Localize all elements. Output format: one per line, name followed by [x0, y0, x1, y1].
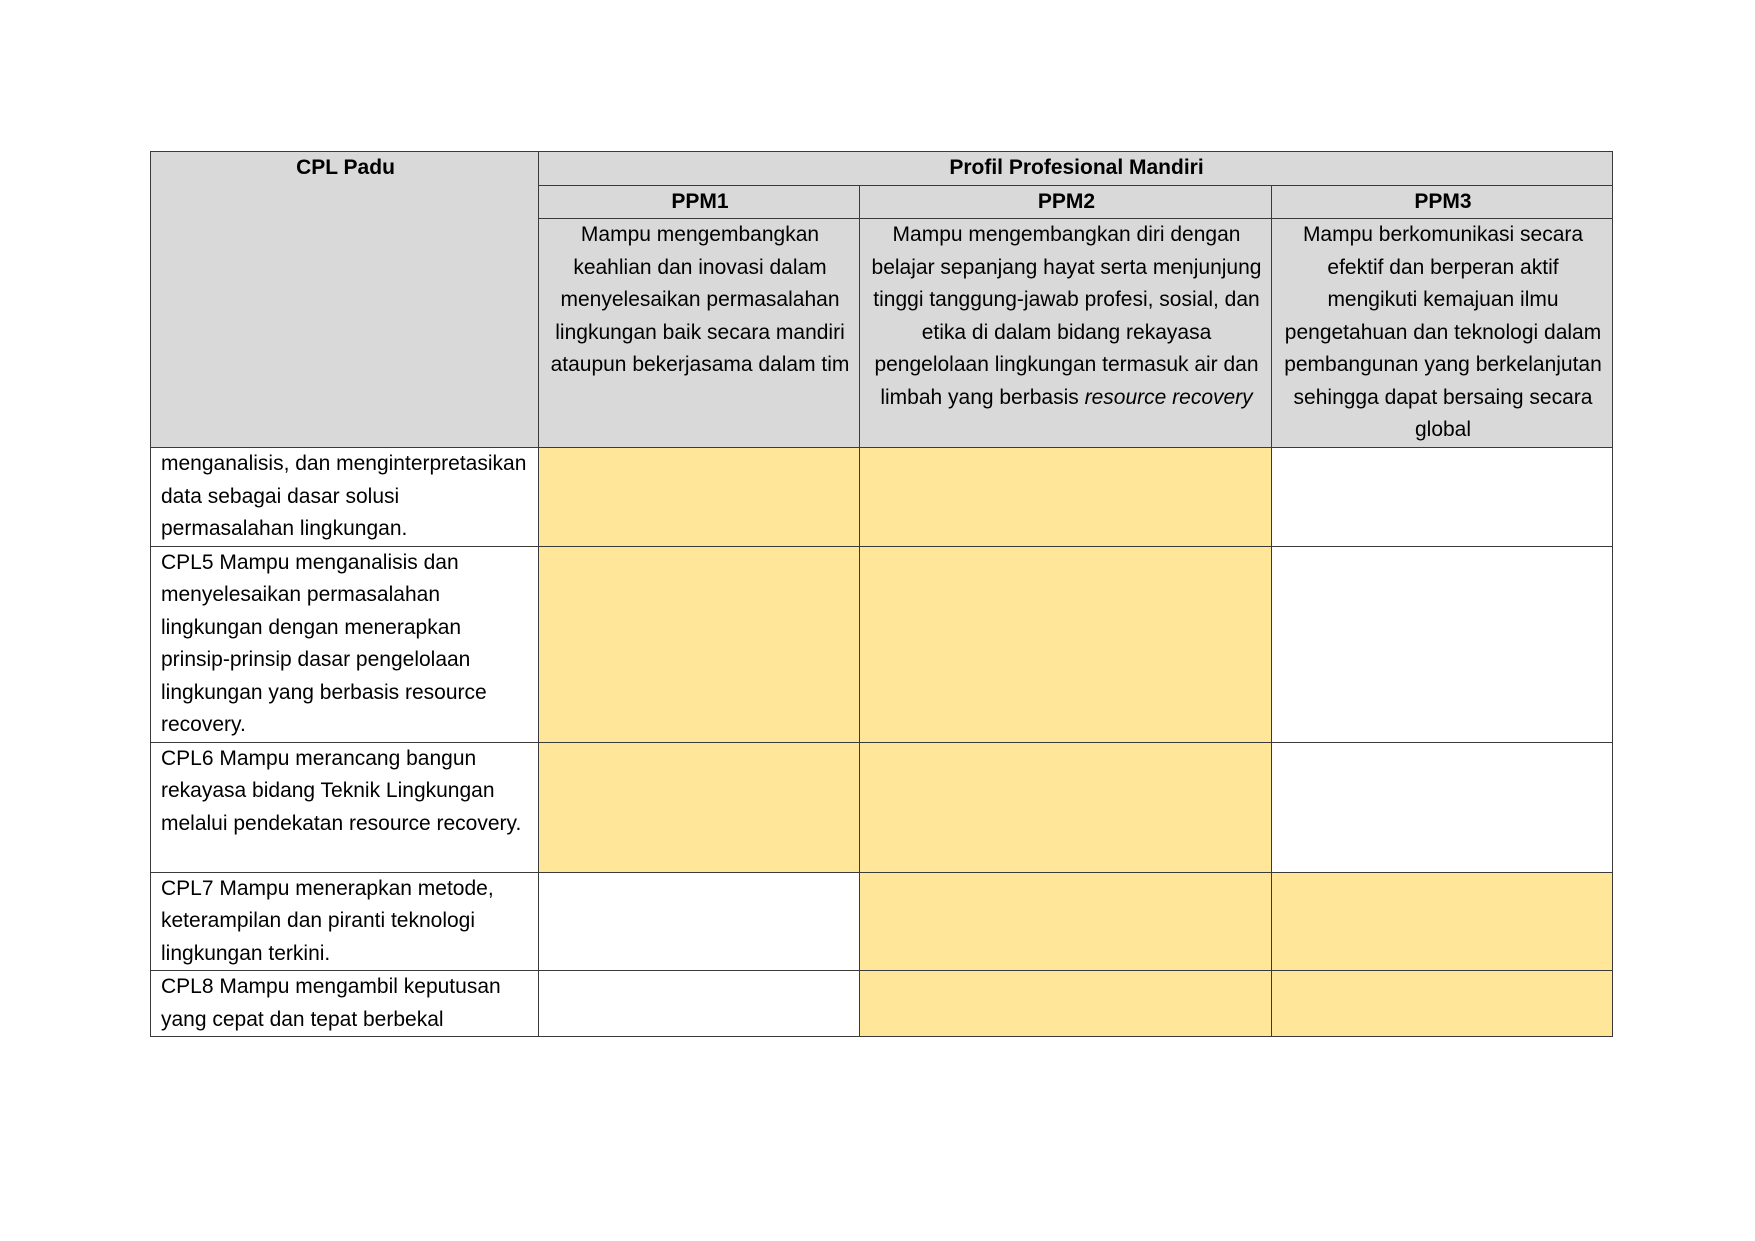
cpl-cell: CPL5 Mampu menganalisis dan menyelesaikan permasalahan lingkungan dengan menerapkan prinsip-prinsip dasar pengelolaan lingkungan yang berbasis resource recovery. — [151, 546, 539, 742]
ppm3-header: PPM3 — [1272, 185, 1613, 219]
cpl-cell: CPL8 Mampu mengambil keputusan yang cepat dan tepat berbekal — [151, 971, 539, 1037]
ppm2-header: PPM2 — [860, 185, 1272, 219]
table-row — [151, 971, 1613, 1037]
ppm3-description-text: Mampu berkomunikasi secara efektif dan berperan aktif mengikuti kemajuan ilmu pengetahuan dan teknologi dalam pembangunan yang berkelanjutan sehingga dapat bersaing secara global — [1284, 223, 1602, 441]
cpl-ppm-mapping-table — [150, 151, 1613, 1037]
mapping-cell-ppm1 — [539, 448, 860, 547]
profil-group-header: Profil Profesional Mandiri — [539, 152, 1613, 186]
ppm2-description — [860, 219, 1272, 448]
mapping-cell-ppm2 — [860, 448, 1272, 547]
mapping-cell-ppm1 — [539, 971, 860, 1037]
cpl-padu-header: CPL Padu — [151, 152, 539, 448]
ppm1-description — [539, 219, 860, 448]
cpl-cell: CPL6 Mampu merancang bangun rekayasa bidang Teknik Lingkungan melalui pendekatan resource recovery. — [151, 742, 539, 872]
ppm1-description-text: Mampu mengembangkan keahlian dan inovasi dalam menyelesaikan permasalahan lingkungan baik secara mandiri ataupun bekerjasama dalam tim — [550, 223, 850, 376]
mapping-cell-ppm1 — [539, 546, 860, 742]
mapping-cell-ppm2 — [860, 742, 1272, 872]
mapping-cell-ppm3 — [1272, 872, 1613, 971]
table-row — [151, 742, 1613, 872]
cpl-cell: menganalisis, dan menginterpretasikan data sebagai dasar solusi permasalahan lingkungan. — [151, 448, 539, 547]
table-row — [151, 546, 1613, 742]
mapping-cell-ppm3 — [1272, 971, 1613, 1037]
mapping-cell-ppm1 — [539, 742, 860, 872]
mapping-cell-ppm2 — [860, 546, 1272, 742]
mapping-cell-ppm3 — [1272, 742, 1613, 872]
ppm2-description-emphasis: resource recovery — [1084, 385, 1253, 409]
mapping-cell-ppm1 — [539, 872, 860, 971]
mapping-cell-ppm2 — [860, 872, 1272, 971]
ppm1-header: PPM1 — [539, 185, 860, 219]
table-row — [151, 448, 1613, 547]
mapping-cell-ppm2 — [860, 971, 1272, 1037]
ppm3-description — [1272, 219, 1613, 448]
ppm2-description-text: Mampu mengembangkan diri dengan belajar sepanjang hayat serta menjunjung tinggi tanggung-jawab profesi, sosial, dan etika di dalam bidang rekayasa pengelolaan lingkungan termasuk air dan limbah yang berbasis — [871, 223, 1262, 409]
mapping-cell-ppm3 — [1272, 448, 1613, 547]
mapping-cell-ppm3 — [1272, 546, 1613, 742]
cpl-cell: CPL7 Mampu menerapkan metode, keterampilan dan piranti teknologi lingkungan terkini. — [151, 872, 539, 971]
table-row — [151, 872, 1613, 971]
